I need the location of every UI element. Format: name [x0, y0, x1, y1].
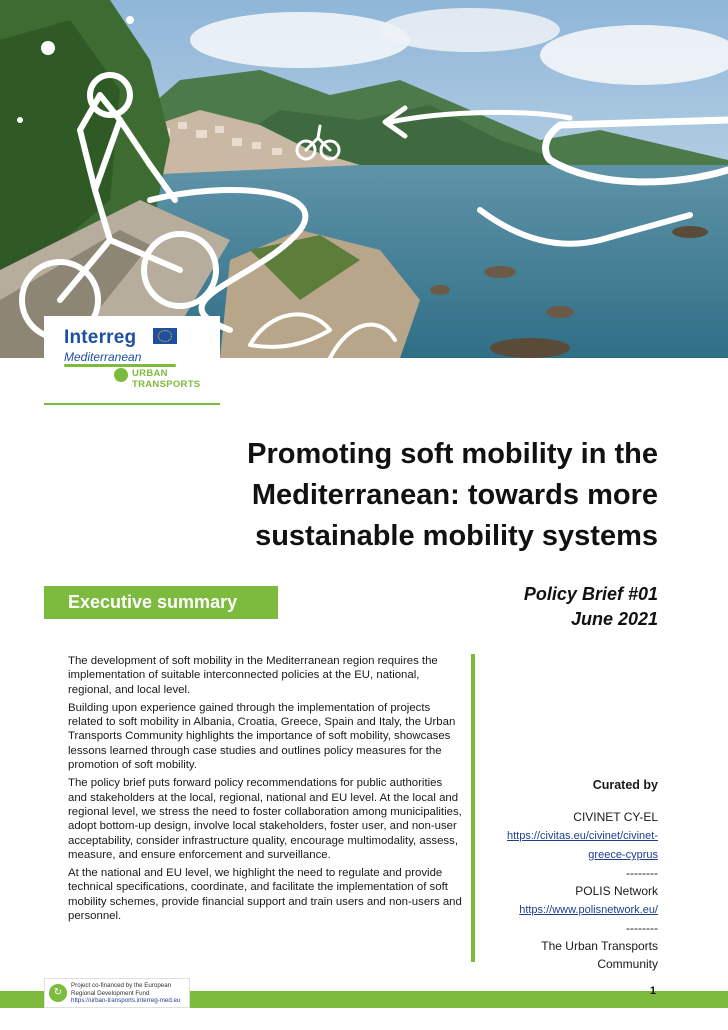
logo-urban-transports-text	[132, 368, 200, 390]
urban-transports-icon: ↻	[49, 984, 67, 1002]
curated-heading: Curated by	[592, 778, 658, 792]
logo-swoosh	[64, 364, 176, 367]
cofinance-line2: Regional Development Fund	[71, 989, 150, 997]
policy-brief-number: Policy Brief #01	[523, 584, 658, 604]
logo-interreg-text: Interreg	[64, 327, 137, 348]
hero-photo	[0, 0, 728, 358]
curator-utc-line2: Community	[597, 957, 658, 971]
logo-ut-line1: URBAN	[132, 368, 168, 379]
body-paragraph: At the national and EU level, we highlight the need to regulate and provide technical specifications, coordinate, and facilitate the implementation of soft mobility schemes, provide financial support and train users and non-users and personnel.	[68, 867, 462, 923]
curator-polis: POLIS Network	[575, 884, 658, 898]
curated-by-column	[468, 776, 658, 973]
polis-link[interactable]: https://www.polisnetwork.eu/	[519, 904, 658, 916]
civinet-link[interactable]: https://civitas.eu/civinet/civinet-	[506, 830, 658, 842]
policy-brief-meta	[524, 582, 658, 632]
separator: --------	[626, 921, 658, 935]
title-line-2: Mediterranean: towards more	[251, 479, 658, 511]
body-paragraph: The policy brief puts forward policy recommendations for public authorities and stakeholders at the local, regional, national and EU level. At the local and regional level, we stress the need to foster collaboration among municipalities, adopt bottom-up design, involve local stakeholders, foster user, and non-user acceptability, consider infrastructure quality, encourage multimodality, assess, measure, and ensure enforcement and surveillance.	[68, 777, 462, 861]
curator-utc-line1: The Urban Transports	[541, 939, 658, 953]
cofinance-url[interactable]: https://urban-transports.interreg-med.eu	[71, 997, 181, 1005]
executive-summary-body	[68, 654, 463, 927]
logo-ut-line2: TRANSPORTS	[132, 379, 201, 390]
logo-divider	[44, 403, 220, 405]
body-paragraph: The development of soft mobility in the Mediterranean region requires the implementation of suitable interconnected policies at the EU, national, regional, and local level.	[68, 655, 438, 696]
civinet-link-cont[interactable]: greece-cyprus	[588, 849, 658, 861]
urban-transports-icon	[114, 368, 128, 382]
executive-summary-heading: Executive summary	[44, 586, 278, 619]
policy-brief-date: June 2021	[570, 609, 658, 629]
cofinance-text	[71, 982, 180, 1005]
separator: --------	[626, 866, 658, 880]
curator-civinet: CIVINET CY-EL	[573, 810, 658, 824]
eu-flag-icon	[153, 328, 177, 344]
cofinance-badge	[44, 978, 190, 1008]
title-line-1: Promoting soft mobility in the	[247, 438, 658, 470]
cofinance-line1: Project co-financed by the European	[71, 982, 172, 989]
logo-mediterranean-text: Mediterranean	[64, 350, 142, 364]
page-title	[98, 434, 658, 557]
page-number: 1	[649, 985, 656, 997]
coastal-landscape-illustration	[0, 0, 728, 358]
title-line-3: sustainable mobility systems	[255, 520, 658, 552]
body-paragraph: Building upon experience gained through the implementation of projects related to soft mobility in Albania, Croatia, Greece, Spain and Italy, the Urban Transports Community highlights the importance of soft mobility, showcases lessons learned through case studies and outlines policy measures for the promotion of soft mobility.	[68, 701, 456, 772]
interreg-logo	[44, 316, 220, 402]
